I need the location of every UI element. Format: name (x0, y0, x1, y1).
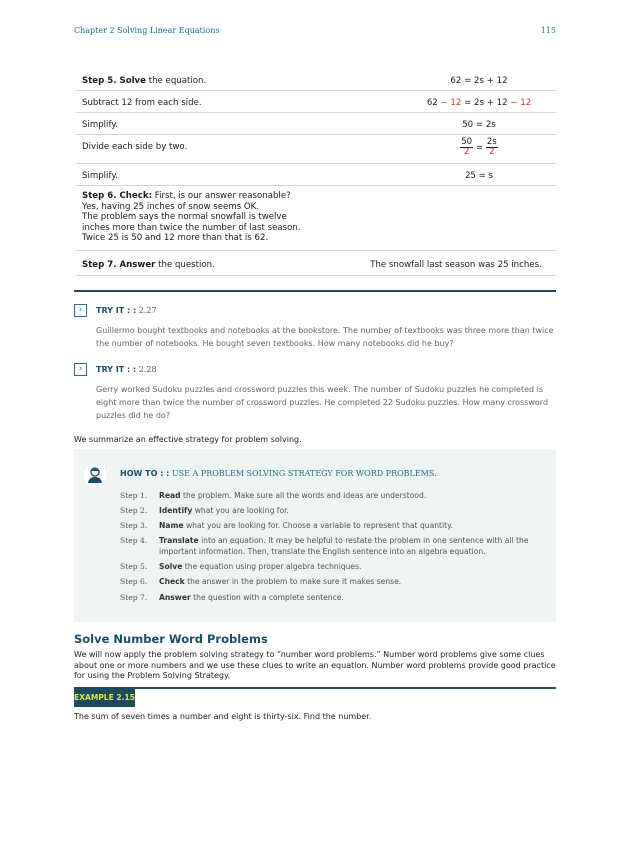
fraction-right: $\frac{2s}{2}$ (486, 137, 497, 157)
step-label: Subtract 12 from each side. (82, 98, 202, 108)
answer-text: The snowfall last season was 25 inches. (370, 260, 542, 270)
step-label: Step 5. Solve the equation. (82, 76, 207, 86)
section-title: Solve Number Word Problems (74, 632, 268, 646)
step-label: Step 7. Answer the question. (82, 260, 215, 270)
check-text: Step 6. Check: First, is our answer reasonable? Yes, having 25 inches of snow seems OK. The problem says the normal snowfall is twelve inches more than twice the number of last season. Twice 25 is 50 and 12 more than that is 62. (82, 191, 301, 244)
section-text: We will now apply the problem solving strategy to “number word problems.” Number word problems give some clues about one or more numbers and we use these clues to write an equation. Number word problems provide good practice for using the Problem Solving Strategy. (74, 650, 556, 680)
step-row-5 (76, 70, 556, 91)
step-row-subtract (76, 91, 556, 113)
try-it-title: TRY IT : : 2.27 (96, 306, 157, 315)
chevron-right-icon[interactable]: › (74, 304, 87, 317)
try-it-text: Gerry worked Sudoku puzzles and crossword puzzles this week. The number of Sudoku puzzles he completed is eight more than twice the number of crossword puzzles. He completed 22 Sudoku puzzles. How many crossword puzzles did he do? (96, 385, 549, 420)
step-math: 25 = s (464, 171, 494, 181)
step-row-simplify-2 (76, 164, 556, 186)
step-math: 62 = 2s + 12 (450, 76, 508, 86)
chevron-right-icon[interactable]: › (74, 363, 87, 376)
how-to-title: HOW TO : : USE A PROBLEM SOLVING STRATEGY FOR WORD PROBLEMS. (120, 469, 437, 478)
how-to-box: HOW TO : : USE A PROBLEM SOLVING STRATEGY FOR WORD PROBLEMS. Step 1. Read the problem. Make sure all the words and ideas are understood. Step 2. Identify what you are looking for. Step 3. Name what you are looking for. Choose a variable to represent that quantity. Step 4. Translate into an equation. It may be helpful to restate the problem in one sentence with all the important information. Then, translate the English sentence into an algebra equation. Step 5. Solve the equation using proper algebra techniques. Step 6. Check the answer in the problem to make sure it makes sense. Step 7. Answer the question with a complete sentence. (74, 449, 556, 622)
step-label: Simplify. (82, 120, 118, 130)
try-it-2-27 (74, 304, 556, 350)
step-row-answer (76, 251, 556, 276)
step-row-check (76, 186, 556, 251)
person-icon (83, 463, 107, 487)
step-math-fraction: $\frac{50}{2}$ = $\frac{2s}{2}$ (461, 137, 497, 157)
try-it-2-28 (74, 363, 556, 421)
chapter-title: Chapter 2 Solving Linear Equations (74, 26, 220, 35)
step-label: Divide each side by two. (82, 142, 188, 152)
example-divider (74, 687, 556, 689)
step-row-simplify-1 (76, 113, 556, 135)
step-math: 62 − 12 = 2s + 12 − 12 (426, 98, 532, 108)
running-header (74, 26, 556, 35)
step-row-divide (76, 135, 556, 164)
try-it-title: TRY IT : : 2.28 (96, 365, 157, 374)
step-math: 50 = 2s (462, 120, 496, 130)
fraction-left: $\frac{50}{2}$ (461, 137, 473, 157)
solution-steps-table (76, 70, 556, 276)
try-it-text: Guillermo bought textbooks and notebooks at the bookstore. The number of textbooks was three more than twice the number of notebooks. He bought seven textbooks. How many notebooks did he buy? (96, 326, 554, 348)
summary-text: We summarize an effective strategy for problem solving. (74, 435, 302, 444)
step-label: Simplify. (82, 171, 118, 181)
page-number: 115 (540, 26, 556, 35)
example-text: The sum of seven times a number and eight is thirty-six. Find the number. (74, 712, 372, 721)
example-label: EXAMPLE 2.15 (74, 689, 135, 707)
section-divider (74, 290, 556, 292)
